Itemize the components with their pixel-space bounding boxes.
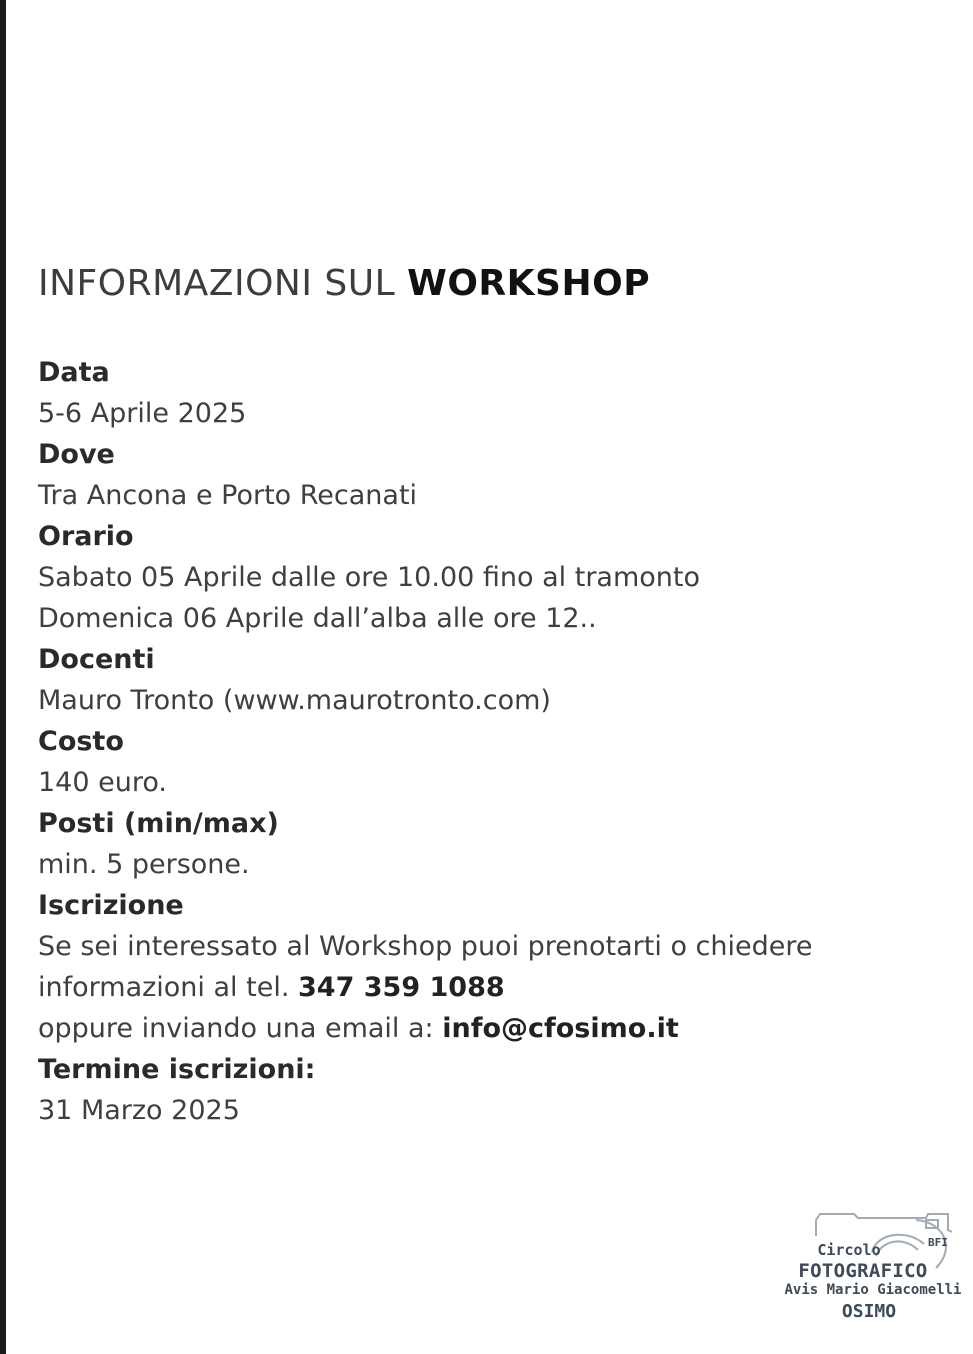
iscrizione-line-3 (38, 1008, 938, 1049)
section-costo (38, 721, 938, 803)
workshop-info (38, 262, 938, 1131)
termine-value: 31 Marzo 2025 (38, 1095, 240, 1126)
iscrizione-label: Iscrizione (38, 890, 184, 921)
section-iscrizione (38, 885, 938, 1049)
section-termine (38, 1049, 938, 1131)
title-light: INFORMAZIONI SUL (38, 263, 408, 304)
data-label: Data (38, 357, 110, 388)
logo-bfi: BFI (928, 1236, 948, 1249)
section-docenti (38, 639, 938, 721)
orario-label: Orario (38, 521, 134, 552)
phone-number: 347 359 1088 (298, 972, 505, 1003)
email-address: info@cfosimo.it (442, 1013, 679, 1044)
docenti-label: Docenti (38, 644, 155, 675)
page-edge (0, 0, 6, 1354)
orario-line-1: Sabato 05 Aprile dalle ore 10.00 fino al tramonto (38, 562, 701, 593)
section-orario (38, 516, 938, 639)
page-title (38, 262, 938, 306)
termine-label: Termine iscrizioni: (38, 1054, 316, 1085)
dove-label: Dove (38, 439, 115, 470)
logo-avis: Avis Mario Giacomelli (784, 1282, 962, 1298)
email-prefix: oppure inviando una email a: (38, 1013, 443, 1044)
circolo-fotografico-logo (776, 1208, 962, 1328)
orario-line-2: Domenica 06 Aprile dall’alba alle ore 12.. (38, 603, 597, 634)
posti-value: min. 5 persone. (38, 849, 250, 880)
section-posti (38, 803, 938, 885)
docenti-value: Mauro Tronto (www.maurotronto.com) (38, 685, 551, 716)
phone-prefix: informazioni al tel. (38, 972, 298, 1003)
logo-osimo: OSIMO (841, 1301, 897, 1322)
data-value: 5-6 Aprile 2025 (38, 398, 247, 429)
dove-value: Tra Ancona e Porto Recanati (38, 480, 418, 511)
costo-label: Costo (38, 726, 124, 757)
logo-fotografico: FOTOGRAFICO (798, 1260, 928, 1282)
title-bold: WORKSHOP (407, 263, 651, 304)
section-data (38, 352, 938, 434)
iscrizione-line-2 (38, 967, 938, 1008)
iscrizione-line-1: Se sei interessato al Workshop puoi prenotarti o chiedere (38, 931, 813, 962)
posti-label: Posti (min/max) (38, 808, 279, 839)
logo-circolo: Circolo (817, 1241, 881, 1259)
costo-value: 140 euro. (38, 767, 167, 798)
section-dove (38, 434, 938, 516)
